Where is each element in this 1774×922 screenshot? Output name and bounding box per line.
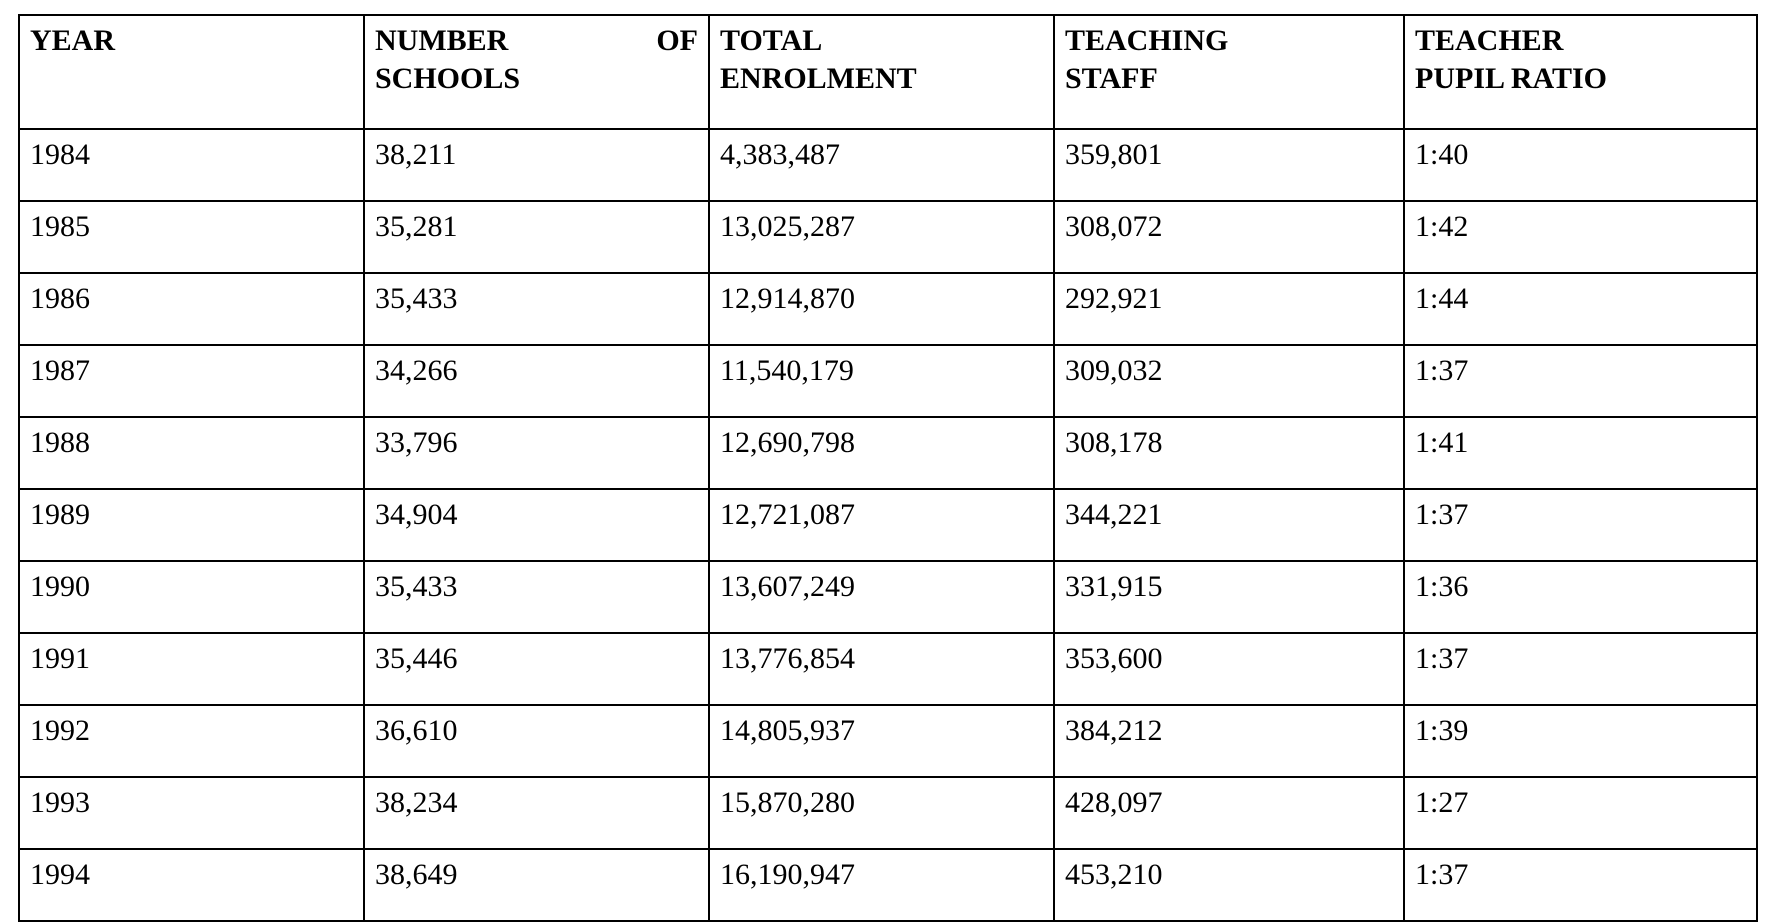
cell-teacher-pupil-ratio: 1:39 bbox=[1404, 705, 1757, 777]
cell-number-of-schools: 35,433 bbox=[364, 273, 709, 345]
cell-teacher-pupil-ratio: 1:42 bbox=[1404, 201, 1757, 273]
column-header-total-enrolment-line-1: TOTAL bbox=[720, 24, 823, 57]
cell-teaching-staff: 353,600 bbox=[1054, 633, 1404, 705]
cell-teacher-pupil-ratio: 1:41 bbox=[1404, 417, 1757, 489]
column-header-total-enrolment bbox=[709, 15, 1054, 129]
table-row bbox=[19, 633, 1757, 705]
cell-total-enrolment: 13,025,287 bbox=[709, 201, 1054, 273]
table-row bbox=[19, 129, 1757, 201]
cell-number-of-schools: 34,904 bbox=[364, 489, 709, 561]
cell-number-of-schools: 33,796 bbox=[364, 417, 709, 489]
cell-total-enrolment: 14,805,937 bbox=[709, 705, 1054, 777]
cell-teaching-staff: 384,212 bbox=[1054, 705, 1404, 777]
cell-teaching-staff: 331,915 bbox=[1054, 561, 1404, 633]
table-row bbox=[19, 489, 1757, 561]
column-header-teacher-pupil-ratio-line-1: TEACHER bbox=[1415, 24, 1564, 57]
table-body bbox=[19, 129, 1757, 921]
column-header-number-of-schools bbox=[364, 15, 709, 129]
cell-number-of-schools: 35,446 bbox=[364, 633, 709, 705]
column-header-year-line-1: YEAR bbox=[30, 24, 116, 57]
column-header-number-of-schools-line-2: SCHOOLS bbox=[375, 61, 521, 95]
table-header-row bbox=[19, 15, 1757, 129]
cell-total-enrolment: 16,190,947 bbox=[709, 849, 1054, 921]
table-row bbox=[19, 849, 1757, 921]
table-row bbox=[19, 561, 1757, 633]
cell-number-of-schools: 35,281 bbox=[364, 201, 709, 273]
cell-teacher-pupil-ratio: 1:37 bbox=[1404, 849, 1757, 921]
table-header bbox=[19, 15, 1757, 129]
cell-number-of-schools: 38,211 bbox=[364, 129, 709, 201]
cell-year: 1986 bbox=[19, 273, 364, 345]
cell-total-enrolment: 13,776,854 bbox=[709, 633, 1054, 705]
cell-teaching-staff: 308,178 bbox=[1054, 417, 1404, 489]
cell-teacher-pupil-ratio: 1:36 bbox=[1404, 561, 1757, 633]
column-header-teaching-staff-line-2: STAFF bbox=[1065, 61, 1158, 95]
cell-year: 1990 bbox=[19, 561, 364, 633]
cell-year: 1984 bbox=[19, 129, 364, 201]
cell-year: 1985 bbox=[19, 201, 364, 273]
cell-teacher-pupil-ratio: 1:44 bbox=[1404, 273, 1757, 345]
column-header-year bbox=[19, 15, 364, 129]
column-header-teaching-staff-line-1: TEACHING bbox=[1065, 24, 1229, 57]
cell-teacher-pupil-ratio: 1:37 bbox=[1404, 633, 1757, 705]
cell-number-of-schools: 38,234 bbox=[364, 777, 709, 849]
table-row bbox=[19, 777, 1757, 849]
column-header-teacher-pupil-ratio bbox=[1404, 15, 1757, 129]
cell-number-of-schools: 34,266 bbox=[364, 345, 709, 417]
table-row bbox=[19, 705, 1757, 777]
cell-teaching-staff: 344,221 bbox=[1054, 489, 1404, 561]
cell-number-of-schools: 38,649 bbox=[364, 849, 709, 921]
table-row bbox=[19, 201, 1757, 273]
cell-teaching-staff: 428,097 bbox=[1054, 777, 1404, 849]
column-header-teacher-pupil-ratio-line-2: PUPIL RATIO bbox=[1415, 61, 1607, 95]
cell-teaching-staff: 309,032 bbox=[1054, 345, 1404, 417]
cell-year: 1992 bbox=[19, 705, 364, 777]
column-header-teaching-staff bbox=[1054, 15, 1404, 129]
cell-teacher-pupil-ratio: 1:27 bbox=[1404, 777, 1757, 849]
cell-year: 1991 bbox=[19, 633, 364, 705]
column-header-number-of-schools-line-1: NUMBER OF bbox=[375, 24, 698, 57]
cell-total-enrolment: 12,721,087 bbox=[709, 489, 1054, 561]
table-row bbox=[19, 417, 1757, 489]
cell-teacher-pupil-ratio: 1:37 bbox=[1404, 489, 1757, 561]
cell-total-enrolment: 13,607,249 bbox=[709, 561, 1054, 633]
cell-year: 1994 bbox=[19, 849, 364, 921]
cell-year: 1988 bbox=[19, 417, 364, 489]
cell-total-enrolment: 4,383,487 bbox=[709, 129, 1054, 201]
cell-year: 1989 bbox=[19, 489, 364, 561]
cell-teaching-staff: 292,921 bbox=[1054, 273, 1404, 345]
cell-year: 1987 bbox=[19, 345, 364, 417]
cell-teacher-pupil-ratio: 1:37 bbox=[1404, 345, 1757, 417]
cell-total-enrolment: 12,914,870 bbox=[709, 273, 1054, 345]
cell-total-enrolment: 11,540,179 bbox=[709, 345, 1054, 417]
column-header-total-enrolment-line-2: ENROLMENT bbox=[720, 61, 917, 95]
table-row bbox=[19, 345, 1757, 417]
cell-total-enrolment: 12,690,798 bbox=[709, 417, 1054, 489]
cell-number-of-schools: 36,610 bbox=[364, 705, 709, 777]
cell-year: 1993 bbox=[19, 777, 364, 849]
cell-total-enrolment: 15,870,280 bbox=[709, 777, 1054, 849]
cell-teacher-pupil-ratio: 1:40 bbox=[1404, 129, 1757, 201]
cell-number-of-schools: 35,433 bbox=[364, 561, 709, 633]
cell-teaching-staff: 453,210 bbox=[1054, 849, 1404, 921]
table-row bbox=[19, 273, 1757, 345]
education-statistics-table bbox=[18, 14, 1758, 922]
cell-teaching-staff: 308,072 bbox=[1054, 201, 1404, 273]
cell-teaching-staff: 359,801 bbox=[1054, 129, 1404, 201]
